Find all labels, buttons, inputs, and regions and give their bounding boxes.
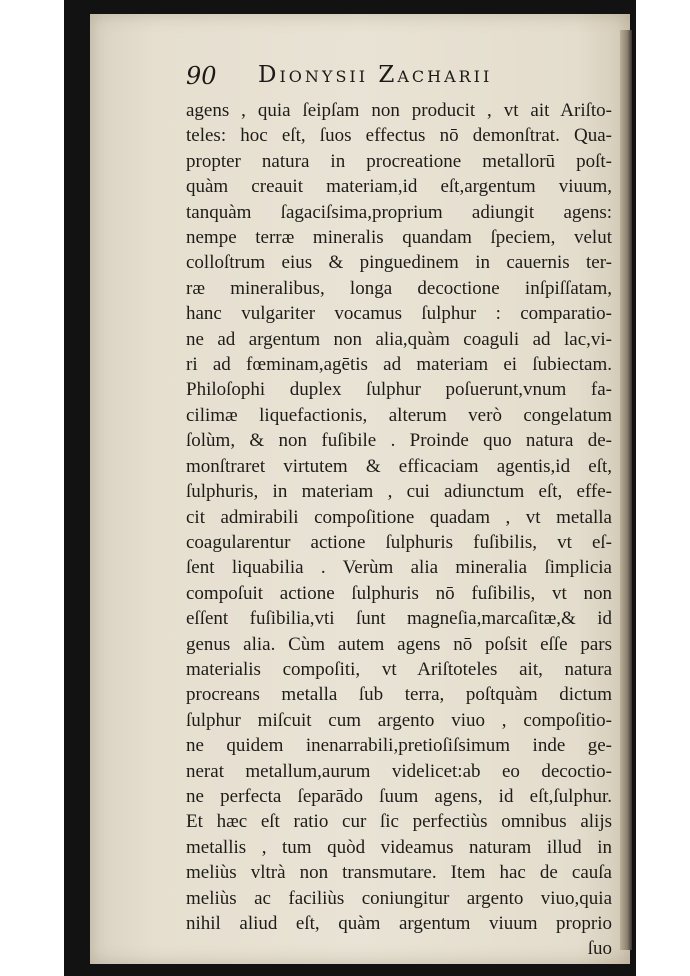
text-line: nihil aliud eſt, quàm argentum viuum proprio [186, 913, 612, 934]
text-line: procreans metalla ſub terra, poſtquàm dictum [186, 684, 612, 706]
text-line: propter natura in procreatione metallorū poſt- [186, 150, 612, 172]
text-line: ſolùm, & non fuſibile . Proinde quo natura de- [186, 430, 612, 452]
text-line: monſtraret virtutem & efficaciam agentis,id eſt, [186, 455, 612, 477]
text-line: ri ad fœminam,agētis ad materiam ei ſubiectam. [186, 354, 612, 376]
text-line: ſulphur miſcuit cum argento viuo , compoſitio- [186, 709, 612, 731]
text-line: tanquàm ſagaciſsima,proprium adiungit agens: [186, 201, 612, 223]
text-line: quàm creauit materiam,id eſt,argentum viuum, [186, 176, 612, 198]
text-line: metallis , tum quòd videamus naturam illud in [186, 836, 612, 858]
text-line: ræ mineralibus, longa decoctione inſpiſſatam, [186, 277, 612, 299]
text-line: meliùs ac faciliùs coniungitur argento viuo,quia [186, 887, 612, 909]
text-line: Et hæc eſt ratio cur ſic perfectiùs omnibus alijs [186, 811, 612, 833]
text-line: compoſuit actione ſulphuris nō fuſibilis, vt non [186, 582, 612, 604]
text-line: meliùs vltrà non transmutare. Item hac de cauſa [186, 862, 612, 884]
text-line: cit admirabili compoſitione quadam , vt metalla [186, 506, 612, 528]
page-header [186, 58, 586, 94]
body-text [186, 98, 612, 962]
text-line: ne perfecta ſeparādo ſuum agens, id eſt,ſulphur. [186, 785, 612, 807]
page-edge [620, 30, 632, 950]
text-line: coagularentur actione ſulphuris fuſibilis, vt eſ- [186, 531, 612, 553]
text-line: colloſtrum eius & pinguedinem in cauernis ter- [186, 252, 612, 274]
text-line: ne quidem inenarrabili,pretioſiſsimum inde ge- [186, 735, 612, 757]
text-line: nempe terræ mineralis quandam ſpeciem, velut [186, 227, 612, 249]
text-line: ne ad argentum non alia,quàm coaguli ad lac,vi- [186, 328, 612, 350]
page-number: 90 [186, 62, 217, 90]
text-line: ſent liquabilia . Verùm alia mineralia ſimplicia [186, 557, 612, 579]
text-line: nerat metallum,aurum videlicet:ab eo decoctio- [186, 760, 612, 782]
catchword: ſuo [587, 938, 612, 960]
text-line: hanc vulgariter vocamus ſulphur : comparatio- [186, 303, 612, 325]
running-title: Dionysii Zacharii [258, 62, 493, 88]
text-line: agens , quia ſeipſam non producit , vt ait Ariſto- [186, 100, 612, 121]
text-line: teles: hoc eſt, ſuos effectus nō demonſtrat. Qua- [186, 125, 612, 147]
text-line: materialis compoſiti, vt Ariſtoteles ait, natura [186, 658, 612, 680]
text-line: cilimæ liquefactionis, alterum verò congelatum [186, 404, 612, 426]
text-line: genus alia. Cùm autem agens nō poſsit eſſe pars [186, 633, 612, 655]
text-line: Philoſophi duplex ſulphur poſuerunt,vnum fa- [186, 379, 612, 401]
text-line: eſſent fuſibilia,vti ſunt magneſia,marcaſitæ,& id [186, 608, 612, 630]
text-line: ſulphuris, in materiam , cui adiunctum eſt, effe- [186, 481, 612, 503]
